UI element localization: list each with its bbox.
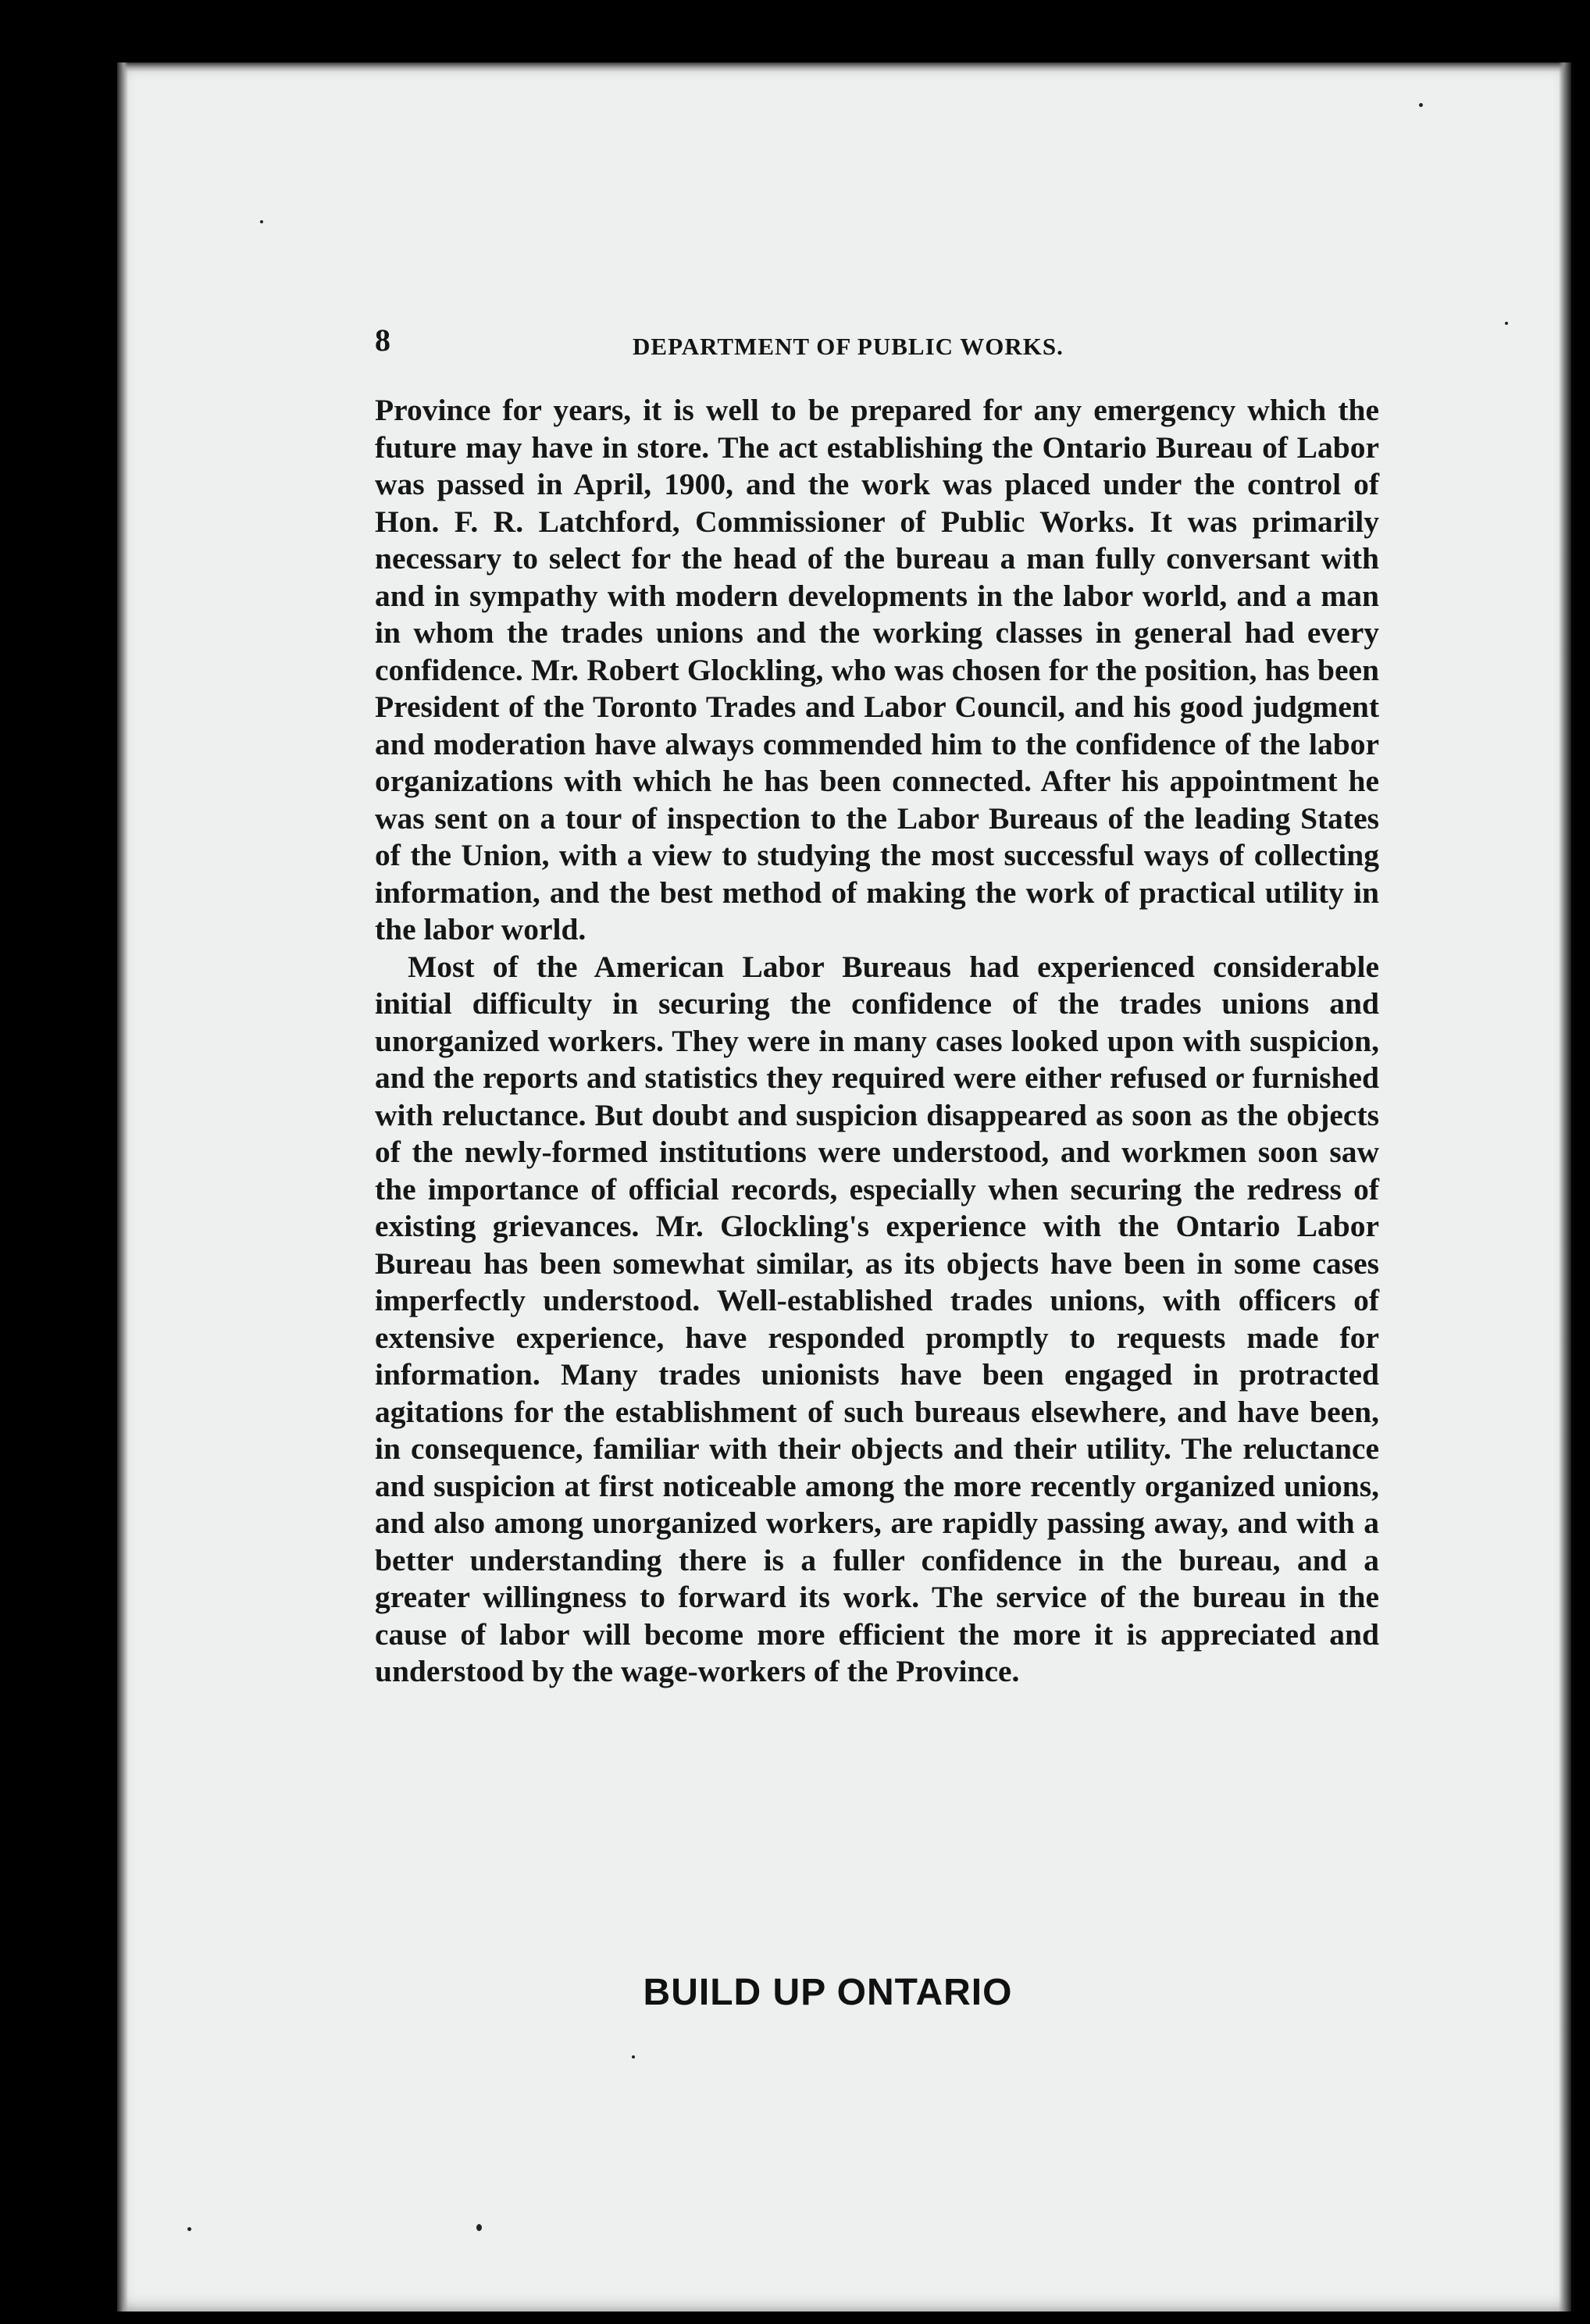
paragraph: Most of the American Labor Bureaus had experienced considerable initial difficulty in securing the confidence of the trades unions and unorganized workers. They were in many cases looked upon with suspicion, and the reports and statistics they required were either refused or furnished with reluctance. But doubt and suspicion disappeared as soon as the objects of the newly-formed institutions were understood, and workmen soon saw the importance of official records, especially when securing the redress of existing grievances. Mr. Glockling's experience with the Ontario Labor Bureau has been somewhat similar, as its objects have been in some cases imperfectly understood. Well-established trades unions, with officers of extensive experience, have responded promptly to requests made for information. Many trades unionists have been engaged in protracted agitations for the establishment of such bureaus elsewhere, and have been, in consequence, familiar with their objects and their utility. The reluctance and suspicion at first noticeable among the more recently organized unions, and also among unorganized workers, are rapidly passing away, and with a better understanding there is a fuller confidence in the bureau, and a greater willingness to forward its work. The service of the bureau in the cause of labor will become more efficient the more it is appreciated and understood by the wage-workers of the Province.: [375, 949, 1379, 1688]
page-top-edge-shadow: [117, 62, 1571, 72]
dust-speck: [632, 2055, 635, 2058]
dust-speck: [187, 2227, 191, 2231]
page-left-edge-shadow: [117, 62, 128, 2312]
paragraph: Province for years, it is well to be prepared for any emergency which the future may have in store. The act establishing the Ontario Bureau of Labor was passed in April, 1900, and the work was placed under the control of Hon. F. R. Latchford, Commissioner of Public Works. It was primarily necessary to select for the head of the bureau a man fully conversant with and in sympathy with modern developments in the labor world, and a man in whom the trades unions and the working classes in general had every confidence. Mr. Robert Glockling, who was chosen for the position, has been President of the Toronto Trades and Labor Council, and his good judgment and moderation have always commended him to the confidence of the labor organizations with which he has been connected. After his appointment he was sent on a tour of inspection to the Labor Bureaus of the leading States of the Union, with a view to studying the most successful ways of collecting information, and the best method of making the work of practical utility in the labor world.: [375, 393, 1379, 946]
dust-speck: [1505, 322, 1508, 325]
body-text: [375, 392, 1379, 1691]
dust-speck: [476, 2224, 482, 2231]
running-head: [375, 322, 1390, 369]
running-head-title: DEPARTMENT OF PUBLIC WORKS.: [633, 333, 1064, 360]
dust-speck: [1419, 103, 1423, 107]
page-number: 8: [375, 323, 390, 358]
dust-speck: [260, 220, 263, 223]
build-up-ontario-stamp: BUILD UP ONTARIO: [643, 1972, 1013, 2013]
page-right-edge-shadow: [1559, 62, 1571, 2312]
